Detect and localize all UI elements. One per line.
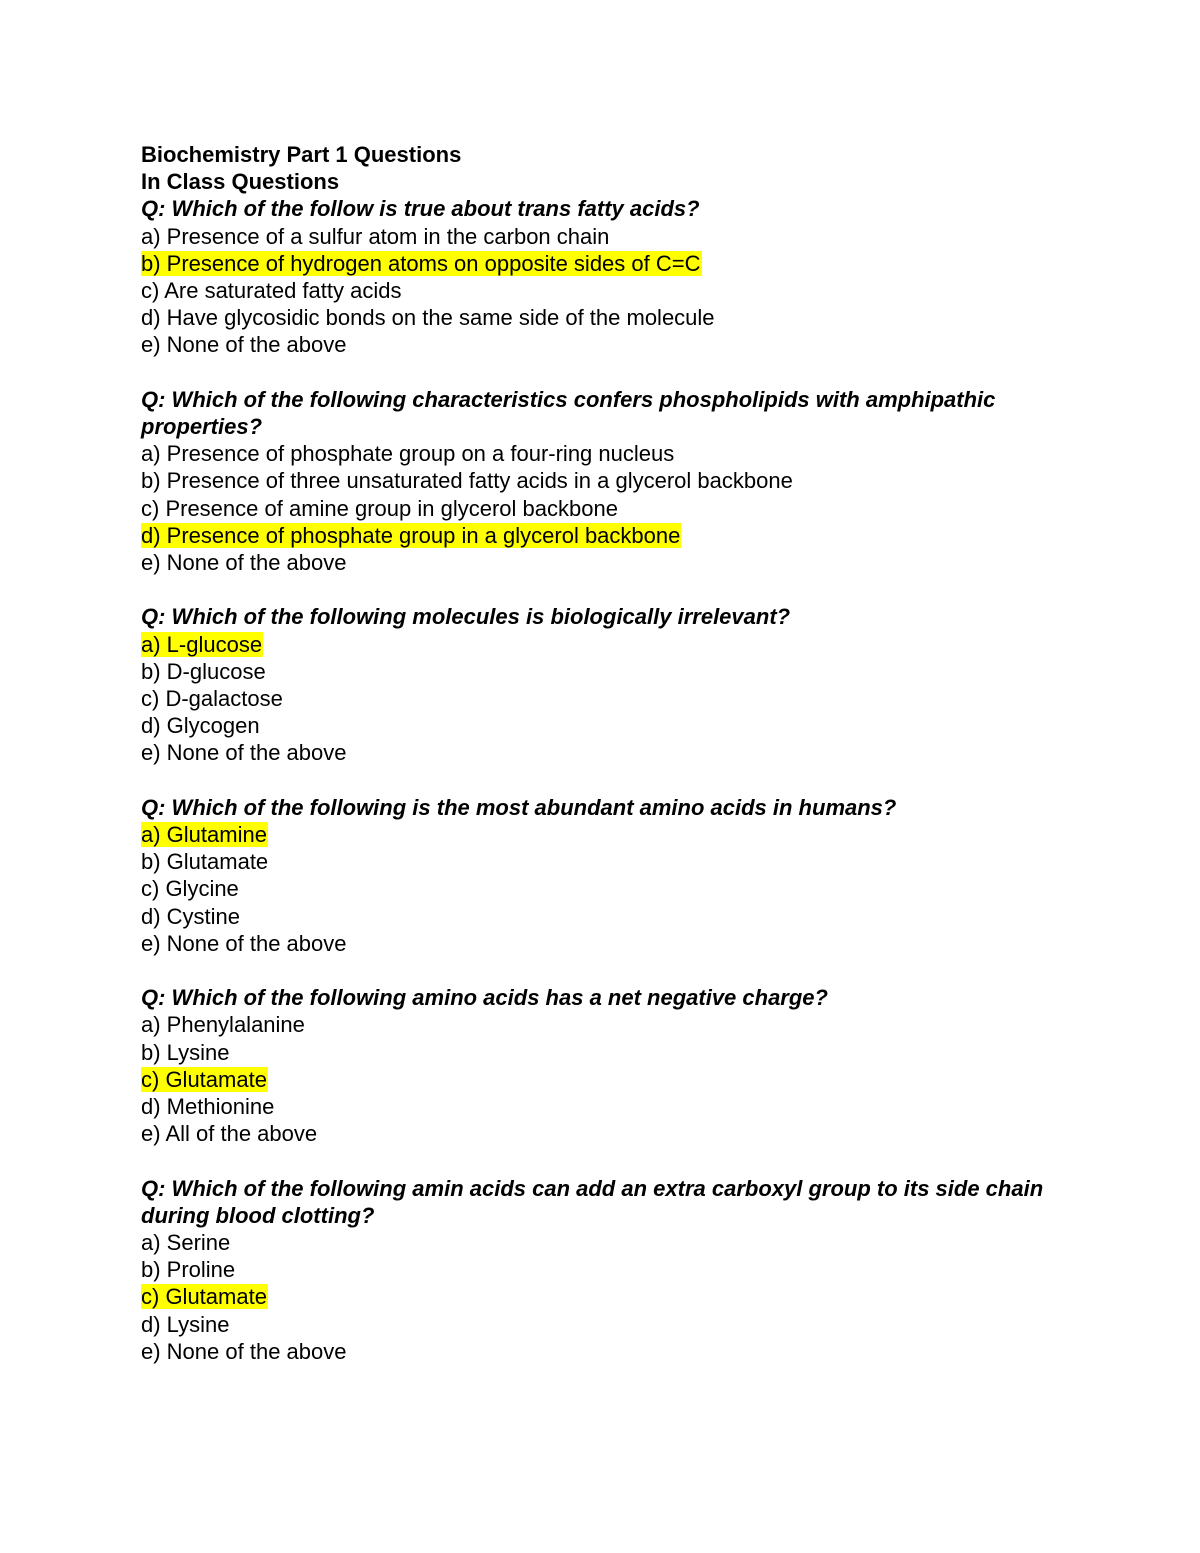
option-label: a) Serine bbox=[141, 1230, 231, 1256]
answer-option bbox=[141, 1120, 1071, 1147]
answer-option bbox=[141, 1093, 1071, 1120]
answer-option-highlighted bbox=[141, 1066, 1071, 1093]
option-label: c) D-galactose bbox=[141, 686, 283, 712]
answer-option bbox=[141, 712, 1071, 739]
answer-option bbox=[141, 304, 1071, 331]
option-label: a) L-glucose bbox=[141, 631, 263, 657]
answer-option bbox=[141, 1039, 1071, 1066]
answer-option bbox=[141, 549, 1071, 576]
question-text: Q: Which of the following molecules is biologically irrelevant? bbox=[141, 604, 791, 630]
answer-option-highlighted bbox=[141, 631, 1071, 658]
option-label: d) Lysine bbox=[141, 1311, 230, 1337]
option-label: c) Presence of amine group in glycerol backbone bbox=[141, 495, 618, 521]
answer-option bbox=[141, 495, 1071, 522]
question-block bbox=[141, 984, 1071, 1147]
answer-option bbox=[141, 685, 1071, 712]
option-label: e) None of the above bbox=[141, 930, 347, 956]
document-page bbox=[141, 141, 1071, 1392]
option-label: b) Lysine bbox=[141, 1039, 230, 1065]
option-label: a) Glutamine bbox=[141, 822, 267, 848]
option-label: e) None of the above bbox=[141, 1338, 347, 1364]
answer-option bbox=[141, 1011, 1071, 1038]
question-block bbox=[141, 794, 1071, 957]
option-label: d) Cystine bbox=[141, 903, 241, 929]
option-label: d) Methionine bbox=[141, 1094, 275, 1120]
question-text: Q: Which of the following characteristics confers phospholipids with amphipathic properties? bbox=[141, 386, 996, 440]
question-text: Q: Which of the following is the most abundant amino acids in humans? bbox=[141, 794, 897, 820]
question-block bbox=[141, 386, 1071, 576]
option-label: c) Glutamate bbox=[141, 1066, 267, 1092]
answer-option-highlighted bbox=[141, 250, 1071, 277]
option-label: c) Are saturated fatty acids bbox=[141, 278, 402, 304]
question-block bbox=[141, 195, 1071, 358]
answer-option bbox=[141, 331, 1071, 358]
option-label: a) Presence of a sulfur atom in the carbon chain bbox=[141, 223, 610, 249]
answer-option bbox=[141, 1311, 1071, 1338]
question-block bbox=[141, 603, 1071, 766]
option-label: e) None of the above bbox=[141, 740, 347, 766]
option-label: c) Glycine bbox=[141, 876, 239, 902]
option-label: b) D-glucose bbox=[141, 658, 266, 684]
answer-option bbox=[141, 930, 1071, 957]
document-subtitle: In Class Questions bbox=[141, 169, 340, 195]
answer-option bbox=[141, 658, 1071, 685]
answer-option bbox=[141, 1338, 1071, 1365]
answer-option bbox=[141, 739, 1071, 766]
option-label: b) Presence of hydrogen atoms on opposite sides of C=C bbox=[141, 250, 701, 276]
option-label: b) Glutamate bbox=[141, 849, 269, 875]
option-label: d) Glycogen bbox=[141, 713, 260, 739]
answer-option-highlighted bbox=[141, 522, 1071, 549]
option-label: d) Have glycosidic bonds on the same side of the molecule bbox=[141, 305, 715, 331]
answer-option bbox=[141, 1229, 1071, 1256]
answer-option bbox=[141, 848, 1071, 875]
answer-option bbox=[141, 903, 1071, 930]
answer-option bbox=[141, 467, 1071, 494]
answer-option-highlighted bbox=[141, 821, 1071, 848]
answer-option bbox=[141, 277, 1071, 304]
question-list bbox=[141, 195, 1071, 1365]
question-block bbox=[141, 1175, 1071, 1365]
option-label: e) None of the above bbox=[141, 332, 347, 358]
document-title: Biochemistry Part 1 Questions bbox=[141, 142, 462, 167]
option-label: b) Proline bbox=[141, 1257, 236, 1283]
option-label: e) None of the above bbox=[141, 550, 347, 576]
answer-option bbox=[141, 440, 1071, 467]
option-label: a) Presence of phosphate group on a four-ring nucleus bbox=[141, 441, 675, 467]
question-text: Q: Which of the following amino acids has a net negative charge? bbox=[141, 985, 828, 1011]
answer-option bbox=[141, 875, 1071, 902]
option-label: c) Glutamate bbox=[141, 1284, 267, 1310]
option-label: a) Phenylalanine bbox=[141, 1012, 305, 1038]
answer-option bbox=[141, 1256, 1071, 1283]
answer-option bbox=[141, 223, 1071, 250]
question-text: Q: Which of the following amin acids can add an extra carboxyl group to its side chain during blood clotting? bbox=[141, 1175, 1044, 1228]
question-text: Q: Which of the follow is true about trans fatty acids? bbox=[141, 196, 700, 222]
answer-option-highlighted bbox=[141, 1283, 1071, 1310]
option-label: d) Presence of phosphate group in a glycerol backbone bbox=[141, 522, 681, 548]
option-label: b) Presence of three unsaturated fatty acids in a glycerol backbone bbox=[141, 468, 793, 494]
option-label: e) All of the above bbox=[141, 1121, 318, 1147]
